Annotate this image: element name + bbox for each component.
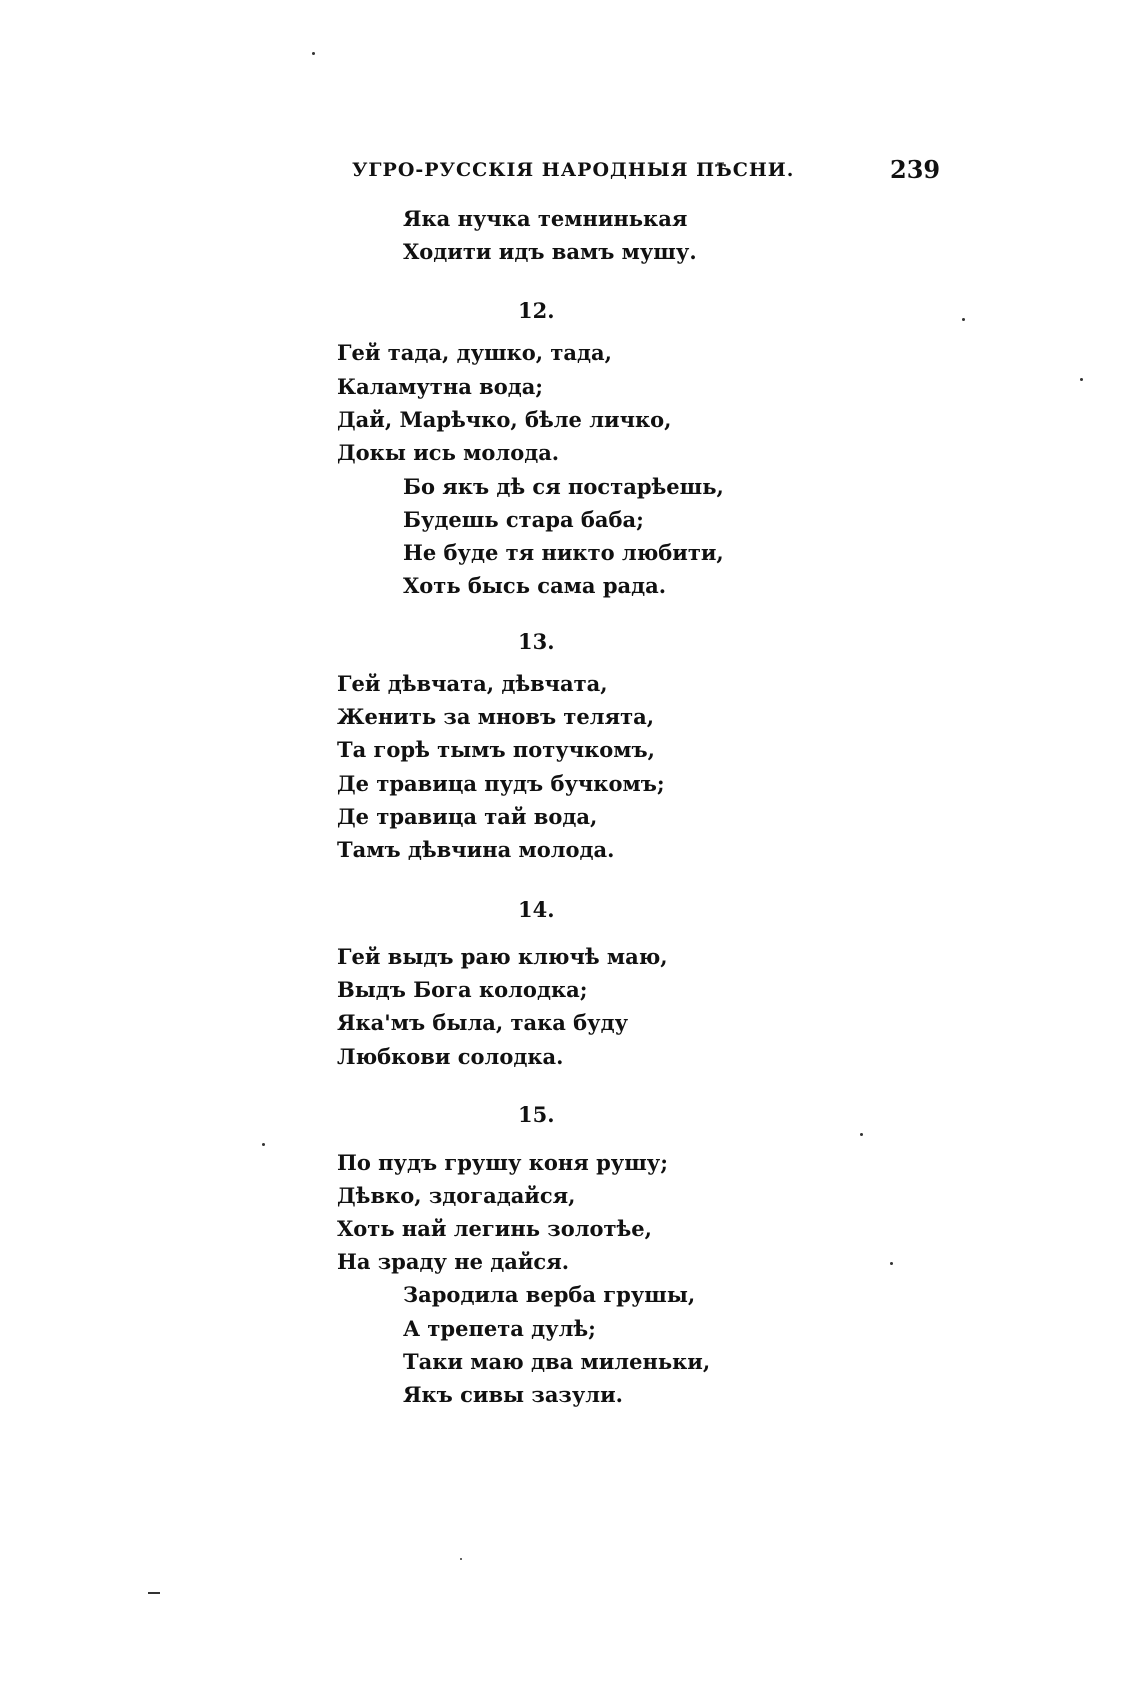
verse-line: На зраду не дайся. (337, 1249, 570, 1274)
scan-speck (962, 318, 965, 321)
scan-speck (890, 1262, 893, 1265)
verse-line: Хоть бысь сама рада. (403, 573, 667, 598)
verse-line: Таки маю два миленьки, (403, 1349, 711, 1374)
scan-speck (1080, 378, 1083, 381)
scan-speck (460, 1558, 462, 1560)
verse-line: Якъ сивы зазули. (403, 1382, 623, 1407)
verse-line: Женить за мновъ телята, (337, 704, 655, 729)
verse-line: Де травица пудъ бучкомъ; (337, 771, 665, 796)
verse-line: Гей тада, душко, тада, (337, 340, 612, 365)
verse-line: Яка нучка темнинькая (403, 206, 688, 231)
verse-line: Яка'мъ была, така буду (337, 1010, 629, 1035)
song-number: 15. (518, 1102, 555, 1127)
song-number: 12. (518, 298, 555, 323)
song-number: 14. (518, 897, 555, 922)
verse-line: Хоть най легинь золотѣе, (337, 1216, 652, 1241)
verse-line: Гей дѣвчата, дѣвчата, (337, 671, 608, 696)
scan-speck (262, 1143, 265, 1146)
verse-line: Та горѣ тымъ потучкомъ, (337, 737, 655, 762)
verse-line: По пудъ грушу коня рушу; (337, 1150, 668, 1175)
verse-line: Ходити идъ вамъ мушу. (403, 239, 697, 264)
running-title: УГРО-РУССКІЯ НАРОДНЫЯ ПѢСНИ. (352, 159, 795, 181)
song-number: 13. (518, 629, 555, 654)
verse-line: Тамъ дѣвчина молода. (337, 837, 615, 862)
verse-line: Гей выдъ раю ключѣ маю, (337, 944, 668, 969)
verse-line: А трепета дулѣ; (403, 1316, 596, 1341)
verse-line: Каламутна вода; (337, 374, 544, 399)
verse-line: Дѣвко, здогадайся, (337, 1183, 576, 1208)
verse-line: Выдъ Бога колодка; (337, 977, 588, 1002)
verse-line: Дай, Марѣчко, бѣле личко, (337, 407, 672, 432)
verse-line: Зародила верба грушы, (403, 1282, 696, 1307)
verse-line: Де травица тай вода, (337, 804, 598, 829)
verse-line: Будешь стара баба; (403, 507, 644, 532)
scan-speck (312, 52, 315, 55)
page-header (0, 155, 1140, 191)
page-number: 239 (890, 155, 941, 184)
scan-speck (148, 1592, 160, 1594)
verse-line: Любкови солодка. (337, 1044, 564, 1069)
verse-line: Докы ись молода. (337, 440, 560, 465)
verse-line: Не буде тя никто любити, (403, 540, 724, 565)
scan-speck (860, 1133, 863, 1136)
verse-line: Бо якъ дѣ ся постарѣешь, (403, 474, 724, 499)
